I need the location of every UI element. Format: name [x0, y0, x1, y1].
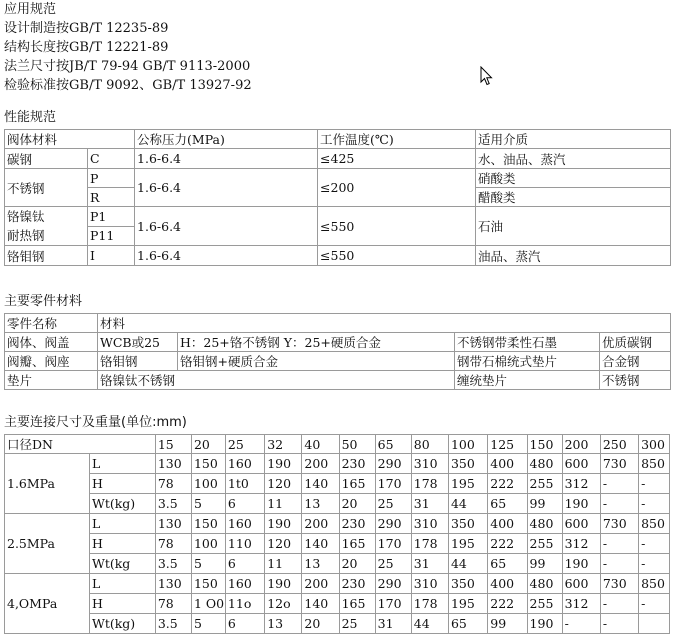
table-row [5, 371, 671, 390]
value-cell: 230 [339, 514, 375, 534]
pressure-cell: 1.6MPa [5, 454, 90, 514]
value-cell: 65 [488, 494, 527, 514]
value-cell: 200 [302, 514, 339, 534]
table-header-row [5, 314, 671, 333]
header-cell: 材料 [98, 314, 671, 333]
value-cell: 25 [375, 554, 411, 574]
table-row [5, 594, 670, 614]
media-cell: 水、油品、蒸汽 [476, 149, 671, 169]
dn-cell: 200 [562, 435, 600, 454]
value-cell: 170 [375, 474, 411, 494]
code-cell: P [88, 169, 135, 188]
value-cell: 312 [562, 474, 600, 494]
value-cell: 178 [411, 534, 448, 554]
value-cell: - [600, 494, 638, 514]
value-cell: 730 [600, 574, 638, 594]
value-cell: 12o [265, 594, 302, 614]
table-row [5, 474, 670, 494]
dimensions-heading: 主要连接尺寸及重量(单位:mm) [4, 415, 187, 430]
material-cell: WCB或25 [98, 333, 178, 352]
table-row [5, 494, 670, 514]
value-cell: 230 [339, 454, 375, 474]
dn-cell: 25 [225, 435, 264, 454]
value-cell: 100 [191, 474, 225, 494]
table-header-row [5, 130, 671, 149]
dn-label-cell: 口径DN [5, 435, 156, 454]
table-row [5, 352, 671, 371]
value-cell [639, 614, 670, 634]
value-cell: 480 [527, 514, 562, 534]
header-cell: 工作温度(℃) [318, 130, 476, 149]
dn-cell: 15 [155, 435, 191, 454]
value-cell: 160 [225, 574, 264, 594]
value-cell: 190 [265, 514, 302, 534]
table-header-row [5, 435, 670, 454]
value-cell: 310 [411, 574, 448, 594]
material-line: 铬镍钛 [7, 209, 45, 224]
value-cell: 44 [448, 494, 487, 514]
material-cell: 铬镍钛不锈钢 [98, 371, 455, 390]
spec-line: 设计制造按GB/T 12235-89 [4, 21, 169, 36]
row-label-cell: Wt(kg) [89, 494, 155, 514]
temperature-cell: ≤200 [318, 169, 476, 207]
value-cell: 290 [375, 514, 411, 534]
pressure-cell: 4,OMPa [5, 574, 90, 634]
value-cell: 99 [488, 614, 527, 634]
material-cell: 合金钢 [600, 352, 671, 371]
value-cell: 31 [375, 614, 411, 634]
row-label-cell: L [89, 454, 155, 474]
value-cell: 3.5 [155, 494, 191, 514]
application-section [4, 0, 252, 95]
value-cell: 350 [448, 514, 487, 534]
temperature-cell: ≤550 [318, 246, 476, 266]
value-cell: - [639, 494, 670, 514]
table-row [5, 614, 670, 634]
spec-line: 结构长度按GB/T 12221-89 [4, 40, 169, 55]
value-cell: 190 [527, 614, 562, 634]
value-cell: 13 [265, 614, 302, 634]
table-row [5, 454, 670, 474]
dn-cell: 40 [302, 435, 339, 454]
value-cell: 290 [375, 574, 411, 594]
media-cell: 醋酸类 [476, 188, 671, 207]
value-cell: 200 [302, 574, 339, 594]
value-cell: 13 [302, 554, 339, 574]
value-cell: 480 [527, 454, 562, 474]
material-cell: 不锈钢 [600, 371, 671, 390]
spec-line: 法兰尺寸按JB/T 79-94 GB/T 9113-2000 [4, 59, 251, 74]
header-cell: 阀体材料 [5, 130, 135, 149]
table-row [5, 574, 670, 594]
value-cell: 310 [411, 454, 448, 474]
value-cell: 3.5 [155, 554, 191, 574]
value-cell: 11 [265, 554, 302, 574]
material-cell: 不锈钢带柔性石墨 [455, 333, 600, 352]
value-cell: - [600, 594, 638, 614]
dn-cell: 250 [600, 435, 638, 454]
material-cell: 缠统垫片 [455, 371, 600, 390]
dimensions-table [4, 434, 670, 634]
value-cell: 65 [488, 554, 527, 574]
pressure-cell: 1.6-6.4 [135, 149, 318, 169]
pressure-cell: 2.5MPa [5, 514, 90, 574]
value-cell: 78 [155, 474, 191, 494]
value-cell: 11 [265, 494, 302, 514]
value-cell: 290 [375, 454, 411, 474]
value-cell: 230 [339, 574, 375, 594]
performance-heading: 性能规范 [4, 110, 57, 125]
value-cell: 178 [411, 474, 448, 494]
value-cell: 255 [527, 474, 562, 494]
value-cell: 140 [302, 594, 339, 614]
value-cell: 130 [155, 454, 191, 474]
temperature-cell: ≤550 [318, 207, 476, 246]
value-cell: - [600, 534, 638, 554]
value-cell: 6 [225, 494, 264, 514]
part-name-cell: 垫片 [5, 371, 98, 390]
value-cell: 312 [562, 594, 600, 614]
material-cell: 优质碳钢 [600, 333, 671, 352]
value-cell: 65 [448, 614, 487, 634]
dn-cell: 65 [375, 435, 411, 454]
value-cell: 6 [225, 554, 264, 574]
value-cell: 3.5 [155, 614, 191, 634]
parts-table [4, 313, 671, 390]
material-cell: 不锈钢 [5, 169, 88, 207]
value-cell: 165 [339, 474, 375, 494]
value-cell: 190 [265, 574, 302, 594]
value-cell: 31 [411, 494, 448, 514]
value-cell: 350 [448, 574, 487, 594]
row-label-cell: H [89, 594, 155, 614]
value-cell: 140 [302, 474, 339, 494]
table-row [5, 169, 671, 188]
value-cell: 190 [562, 554, 600, 574]
value-cell: 150 [191, 454, 225, 474]
header-cell: 零件名称 [5, 314, 98, 333]
value-cell: 100 [191, 534, 225, 554]
application-heading: 应用规范 [4, 2, 57, 17]
row-label-cell: H [89, 474, 155, 494]
value-cell: 222 [488, 594, 527, 614]
header-cell: 公称压力(MPa) [135, 130, 318, 149]
value-cell: 20 [339, 494, 375, 514]
dn-cell: 50 [339, 435, 375, 454]
code-cell: R [88, 188, 135, 207]
value-cell: 11o [225, 594, 264, 614]
temperature-cell: ≤425 [318, 149, 476, 169]
value-cell: 160 [225, 454, 264, 474]
value-cell: 13 [302, 494, 339, 514]
value-cell: - [600, 554, 638, 574]
table-row [5, 554, 670, 574]
dn-cell: 80 [411, 435, 448, 454]
media-cell: 硝酸类 [476, 169, 671, 188]
pressure-cell: 1.6-6.4 [135, 207, 318, 246]
value-cell: - [600, 614, 638, 634]
value-cell: 600 [562, 574, 600, 594]
value-cell: 6 [225, 614, 264, 634]
value-cell: 730 [600, 454, 638, 474]
table-row [5, 534, 670, 554]
pressure-cell: 1.6-6.4 [135, 169, 318, 207]
value-cell: 120 [265, 534, 302, 554]
table-row [5, 149, 671, 169]
value-cell: 25 [339, 614, 375, 634]
media-cell: 油品、蒸汽 [476, 246, 671, 266]
value-cell: 190 [265, 454, 302, 474]
value-cell: 195 [448, 594, 487, 614]
material-cell: 碳钢 [5, 149, 88, 169]
value-cell: 600 [562, 454, 600, 474]
dn-cell: 300 [639, 435, 670, 454]
value-cell: 44 [411, 614, 448, 634]
value-cell: - [639, 534, 670, 554]
value-cell: 222 [488, 474, 527, 494]
value-cell: 5 [191, 554, 225, 574]
media-cell: 石油 [476, 207, 671, 246]
value-cell: 20 [302, 614, 339, 634]
value-cell: 195 [448, 474, 487, 494]
material-cell [5, 207, 88, 246]
value-cell: 480 [527, 574, 562, 594]
value-cell: 150 [191, 574, 225, 594]
material-cell: 铬钼钢 [5, 246, 88, 266]
value-cell: 5 [191, 614, 225, 634]
value-cell: 190 [562, 494, 600, 514]
value-cell: 140 [302, 534, 339, 554]
code-cell: P11 [88, 226, 135, 246]
value-cell: - [639, 594, 670, 614]
row-label-cell: L [89, 514, 155, 534]
dn-cell: 20 [191, 435, 225, 454]
value-cell: 20 [339, 554, 375, 574]
value-cell: 120 [265, 474, 302, 494]
value-cell: 195 [448, 534, 487, 554]
value-cell: - [639, 554, 670, 574]
dn-cell: 150 [527, 435, 562, 454]
value-cell: 850 [639, 514, 670, 534]
value-cell: 255 [527, 594, 562, 614]
value-cell: 130 [155, 514, 191, 534]
value-cell: 1 O0 [191, 594, 225, 614]
value-cell: 600 [562, 514, 600, 534]
value-cell: 1t0 [225, 474, 264, 494]
table-row [5, 333, 671, 352]
value-cell: 310 [411, 514, 448, 534]
value-cell: 31 [411, 554, 448, 574]
value-cell: 170 [375, 594, 411, 614]
value-cell: 400 [488, 574, 527, 594]
spec-line: 检验标准按GB/T 9092、GB/T 13927-92 [4, 78, 252, 93]
value-cell: 78 [155, 594, 191, 614]
material-line: 耐热钢 [7, 228, 45, 243]
value-cell: 25 [375, 494, 411, 514]
header-cell: 适用介质 [476, 130, 671, 149]
value-cell: 78 [155, 534, 191, 554]
material-cell: 铬钼钢 [98, 352, 178, 371]
row-label-cell: H [89, 534, 155, 554]
dn-cell: 100 [448, 435, 487, 454]
value-cell: - [639, 474, 670, 494]
performance-table [4, 129, 671, 266]
code-cell: P1 [88, 207, 135, 227]
value-cell: 222 [488, 534, 527, 554]
value-cell: 400 [488, 514, 527, 534]
code-cell: C [88, 149, 135, 169]
row-label-cell: Wt(kg) [89, 614, 155, 634]
value-cell: 130 [155, 574, 191, 594]
value-cell: 400 [488, 454, 527, 474]
value-cell: 110 [225, 534, 264, 554]
dn-cell: 125 [488, 435, 527, 454]
value-cell: 350 [448, 454, 487, 474]
value-cell: 170 [375, 534, 411, 554]
value-cell: 178 [411, 594, 448, 614]
value-cell: 44 [448, 554, 487, 574]
value-cell: 99 [527, 554, 562, 574]
value-cell: 730 [600, 514, 638, 534]
value-cell: - [600, 474, 638, 494]
pressure-cell: 1.6-6.4 [135, 246, 318, 266]
dn-cell: 32 [265, 435, 302, 454]
value-cell: - [562, 614, 600, 634]
value-cell: 850 [639, 574, 670, 594]
row-label-cell: L [89, 574, 155, 594]
value-cell: 200 [302, 454, 339, 474]
material-cell: 钢带石棉统式垫片 [455, 352, 600, 371]
value-cell: 99 [527, 494, 562, 514]
value-cell: 150 [191, 514, 225, 534]
material-cell: H：25+铬不锈钢 Y：25+硬质合金 [178, 333, 455, 352]
part-name-cell: 阀瓣、阀座 [5, 352, 98, 371]
row-label-cell: Wt(kg [89, 554, 155, 574]
value-cell: 160 [225, 514, 264, 534]
value-cell: 850 [639, 454, 670, 474]
value-cell: 312 [562, 534, 600, 554]
table-row [5, 514, 670, 534]
part-name-cell: 阀体、阀盖 [5, 333, 98, 352]
value-cell: 255 [527, 534, 562, 554]
table-row [5, 246, 671, 266]
value-cell: 165 [339, 534, 375, 554]
material-cell: 铬钼钢+硬质合金 [178, 352, 455, 371]
code-cell: I [88, 246, 135, 266]
parts-heading: 主要零件材料 [4, 294, 83, 309]
mouse-cursor-icon [480, 66, 494, 86]
table-row [5, 207, 671, 227]
value-cell: 165 [339, 594, 375, 614]
value-cell: 5 [191, 494, 225, 514]
